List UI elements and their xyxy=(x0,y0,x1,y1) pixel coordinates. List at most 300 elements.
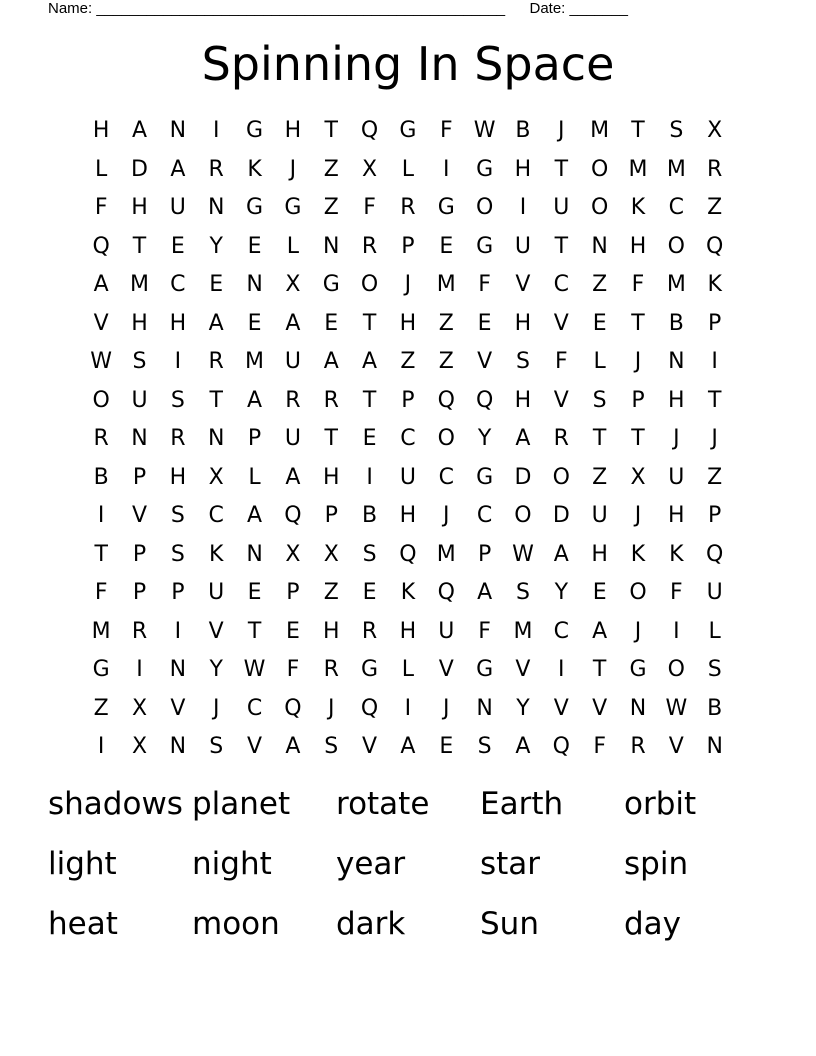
grid-letter: S xyxy=(170,387,185,413)
grid-letter: H xyxy=(514,310,532,336)
grid-letter: E xyxy=(439,734,454,760)
grid-letter: I xyxy=(404,695,412,721)
grid-letter: G xyxy=(476,464,494,490)
grid-row xyxy=(82,305,734,344)
grid-row xyxy=(82,497,734,536)
grid-letter: T xyxy=(631,426,645,452)
grid-letter: F xyxy=(94,580,108,606)
word-bank-word: planet xyxy=(192,786,291,822)
grid-letter: E xyxy=(285,618,300,644)
grid-letter: A xyxy=(285,734,301,760)
grid-letter: T xyxy=(631,118,645,144)
grid-letter: V xyxy=(668,734,684,760)
grid-row xyxy=(82,151,734,190)
grid-letter: T xyxy=(362,310,377,336)
grid-letter: O xyxy=(667,657,685,683)
grid-letter: Q xyxy=(360,118,379,144)
grid-letter: D xyxy=(514,464,532,490)
grid-letter: X xyxy=(707,118,723,144)
grid-letter: C xyxy=(170,272,186,298)
grid-letter: L xyxy=(401,657,415,683)
grid-letter: G xyxy=(92,657,110,683)
grid-letter: N xyxy=(246,272,263,298)
grid-letter: U xyxy=(131,387,148,413)
grid-letter: E xyxy=(477,310,492,336)
grid-letter: J xyxy=(443,695,450,721)
grid-letter: A xyxy=(131,118,148,144)
grid-letter: Q xyxy=(399,541,417,567)
grid-letter: E xyxy=(592,310,607,336)
grid-letter: Z xyxy=(323,195,339,221)
grid-letter: F xyxy=(286,657,300,683)
grid-letter: A xyxy=(93,272,109,298)
grid-letter: C xyxy=(553,618,569,644)
grid-letter: F xyxy=(593,734,606,760)
grid-letter: R xyxy=(707,156,723,182)
grid-letter: T xyxy=(132,233,147,259)
grid-letter: R xyxy=(361,618,378,644)
grid-letter: V xyxy=(592,695,608,721)
grid-letter: S xyxy=(592,387,607,413)
grid-letter: V xyxy=(515,657,531,683)
grid-letter: Y xyxy=(477,426,492,452)
grid-letter: H xyxy=(169,464,187,490)
grid-letter: J xyxy=(327,695,335,721)
grid-row xyxy=(82,228,734,267)
word-bank-row xyxy=(48,894,778,954)
grid-letter: E xyxy=(324,310,339,336)
grid-letter: G xyxy=(399,118,417,144)
grid-row xyxy=(82,382,734,421)
grid-letter: H xyxy=(668,387,685,413)
grid-letter: S xyxy=(132,349,147,375)
grid-letter: T xyxy=(592,426,607,452)
grid-letter: Z xyxy=(707,464,723,490)
grid-letter: U xyxy=(438,618,455,644)
grid-letter: B xyxy=(668,310,684,336)
grid-letter: F xyxy=(363,195,376,221)
grid-row xyxy=(82,536,734,575)
grid-row xyxy=(82,266,734,305)
grid-letter: F xyxy=(670,580,683,606)
grid-letter: H xyxy=(169,310,187,336)
grid-letter: E xyxy=(170,233,185,259)
grid-letter: R xyxy=(361,233,378,259)
grid-letter: T xyxy=(707,387,722,413)
grid-letter: C xyxy=(438,464,454,490)
grid-letter: G xyxy=(246,195,264,221)
letter-grid xyxy=(82,112,734,767)
grid-letter: Q xyxy=(552,734,570,760)
grid-letter: P xyxy=(401,233,415,259)
grid-letter: G xyxy=(629,657,647,683)
grid-letter: T xyxy=(592,657,607,683)
grid-letter: K xyxy=(669,541,684,567)
grid-letter: H xyxy=(92,118,110,144)
grid-letter: P xyxy=(324,503,338,529)
grid-letter: S xyxy=(669,118,684,144)
grid-letter: S xyxy=(170,541,185,567)
grid-row xyxy=(82,613,734,652)
grid-letter: U xyxy=(284,349,301,375)
grid-letter: Q xyxy=(284,503,302,529)
word-bank-word: day xyxy=(624,906,682,942)
grid-letter: R xyxy=(630,734,646,760)
grid-letter: U xyxy=(668,464,685,490)
grid-letter: A xyxy=(515,426,531,452)
grid-letter: T xyxy=(324,426,338,452)
grid-letter: B xyxy=(362,503,378,529)
grid-letter: P xyxy=(477,541,492,567)
grid-letter: G xyxy=(476,156,494,182)
grid-letter: S xyxy=(324,734,339,760)
grid-letter: S xyxy=(477,734,492,760)
grid-letter: E xyxy=(592,580,607,606)
grid-letter: A xyxy=(323,349,339,375)
grid-letter: O xyxy=(514,503,532,529)
grid-letter: T xyxy=(362,387,377,413)
grid-letter: S xyxy=(170,503,185,529)
grid-letter: E xyxy=(209,272,224,298)
grid-letter: P xyxy=(132,580,147,606)
grid-letter: X xyxy=(285,541,301,567)
grid-letter: H xyxy=(399,503,417,529)
grid-letter: N xyxy=(476,695,493,721)
grid-letter: T xyxy=(94,541,108,567)
grid-letter: J xyxy=(212,695,220,721)
grid-letter: C xyxy=(476,503,493,529)
grid-letter: G xyxy=(284,195,302,221)
grid-letter: E xyxy=(247,580,262,606)
grid-letter: N xyxy=(131,426,148,452)
name-blank: _________________________________________________ xyxy=(96,0,506,17)
grid-letter: G xyxy=(476,233,494,259)
grid-letter: P xyxy=(286,580,300,606)
grid-letter: F xyxy=(478,618,491,644)
grid-letter: I xyxy=(711,349,718,375)
grid-letter: Z xyxy=(438,349,454,375)
grid-letter: Z xyxy=(93,695,109,721)
grid-letter: B xyxy=(707,695,723,721)
grid-letter: H xyxy=(131,195,148,221)
grid-row xyxy=(82,343,734,382)
grid-letter: M xyxy=(628,156,648,182)
grid-letter: J xyxy=(673,426,680,452)
header-line xyxy=(48,0,628,18)
grid-letter: N xyxy=(668,349,685,375)
grid-letter: Q xyxy=(284,695,302,721)
grid-letter: R xyxy=(323,657,339,683)
grid-letter: O xyxy=(590,156,609,182)
grid-row xyxy=(82,651,734,690)
grid-letter: G xyxy=(437,195,455,221)
word-bank-word: dark xyxy=(336,906,406,942)
grid-letter: V xyxy=(553,387,569,413)
grid-letter: E xyxy=(439,233,454,259)
grid-letter: X xyxy=(323,541,339,567)
word-bank-word: light xyxy=(48,846,117,882)
grid-letter: M xyxy=(666,272,686,298)
grid-letter: N xyxy=(246,541,263,567)
grid-letter: S xyxy=(515,580,530,606)
word-bank-word: heat xyxy=(48,906,118,942)
grid-letter: A xyxy=(247,503,263,529)
grid-letter: G xyxy=(322,272,340,298)
grid-letter: K xyxy=(630,195,646,221)
grid-letter: V xyxy=(477,349,493,375)
grid-letter: C xyxy=(553,272,569,298)
grid-letter: M xyxy=(590,118,610,144)
grid-letter: R xyxy=(553,426,569,452)
grid-letter: K xyxy=(208,541,224,567)
grid-letter: T xyxy=(631,310,645,336)
grid-letter: O xyxy=(629,580,647,606)
grid-letter: U xyxy=(706,580,723,606)
grid-letter: G xyxy=(246,118,264,144)
grid-letter: H xyxy=(284,118,302,144)
grid-letter: V xyxy=(170,695,186,721)
grid-letter: V xyxy=(93,310,109,336)
grid-letter: A xyxy=(247,387,263,413)
grid-letter: V xyxy=(438,657,454,683)
grid-letter: T xyxy=(247,618,262,644)
grid-letter: P xyxy=(708,310,722,336)
grid-letter: Y xyxy=(209,233,223,259)
grid-letter: H xyxy=(399,310,417,336)
grid-letter: M xyxy=(666,156,686,182)
grid-letter: V xyxy=(208,618,224,644)
grid-letter: I xyxy=(519,195,527,221)
grid-letter: U xyxy=(514,233,531,259)
grid-row xyxy=(82,189,734,228)
grid-letter: N xyxy=(323,233,340,259)
grid-letter: J xyxy=(711,426,718,452)
grid-letter: H xyxy=(131,310,148,336)
grid-letter: G xyxy=(361,657,379,683)
grid-letter: P xyxy=(132,541,147,567)
grid-letter: Y xyxy=(516,695,530,721)
word-bank-row xyxy=(48,834,778,894)
grid-letter: A xyxy=(592,618,608,644)
grid-letter: X xyxy=(362,156,378,182)
grid-letter: H xyxy=(668,503,685,529)
grid-letter: A xyxy=(170,156,186,182)
grid-letter: I xyxy=(558,657,565,683)
grid-letter: I xyxy=(673,618,680,644)
grid-letter: O xyxy=(92,387,110,413)
word-bank-word: night xyxy=(192,846,272,882)
grid-letter: Q xyxy=(92,233,110,259)
grid-letter: Y xyxy=(209,657,223,683)
word-bank-word: rotate xyxy=(336,786,430,822)
grid-letter: N xyxy=(169,118,187,144)
grid-letter: H xyxy=(322,464,340,490)
grid-letter: X xyxy=(131,695,148,721)
grid-letter: R xyxy=(93,426,109,452)
word-bank-word: year xyxy=(336,846,406,882)
grid-letter: N xyxy=(591,233,608,259)
word-bank-row xyxy=(48,774,778,834)
grid-letter: S xyxy=(362,541,377,567)
grid-letter: V xyxy=(515,272,531,298)
grid-letter: L xyxy=(593,349,606,375)
grid-letter: S xyxy=(209,734,224,760)
date-blank: _______ xyxy=(569,0,628,17)
grid-letter: H xyxy=(514,156,532,182)
grid-letter: I xyxy=(174,618,182,644)
word-bank xyxy=(48,774,778,954)
grid-letter: A xyxy=(515,734,531,760)
grid-letter: I xyxy=(443,156,450,182)
grid-letter: E xyxy=(247,310,262,336)
grid-letter: W xyxy=(243,657,266,683)
grid-letter: R xyxy=(400,195,416,221)
grid-letter: R xyxy=(323,387,339,413)
grid-row xyxy=(82,728,734,767)
grid-letter: Q xyxy=(360,695,379,721)
word-bank-word: star xyxy=(480,846,541,882)
page-title: Spinning In Space xyxy=(201,37,615,91)
grid-letter: C xyxy=(208,503,224,529)
grid-letter: B xyxy=(515,118,531,144)
grid-letter: V xyxy=(247,734,263,760)
grid-letter: K xyxy=(630,541,646,567)
grid-letter: H xyxy=(514,387,532,413)
grid-letter: Z xyxy=(400,349,416,375)
grid-letter: V xyxy=(553,310,569,336)
grid-letter: D xyxy=(131,156,148,182)
grid-letter: E xyxy=(362,580,377,606)
word-bank-word: spin xyxy=(624,846,689,882)
grid-letter: W xyxy=(473,118,496,144)
grid-letter: M xyxy=(436,272,456,298)
grid-letter: Z xyxy=(592,464,608,490)
grid-letter: Y xyxy=(554,580,569,606)
grid-letter: L xyxy=(401,156,415,182)
grid-letter: R xyxy=(170,426,186,452)
grid-letter: P xyxy=(708,503,722,529)
grid-letter: U xyxy=(284,426,301,452)
grid-letter: R xyxy=(131,618,148,644)
grid-letter: J xyxy=(634,349,642,375)
grid-letter: R xyxy=(208,349,224,375)
grid-letter: L xyxy=(286,233,300,259)
grid-letter: A xyxy=(285,310,301,336)
grid-letter: Q xyxy=(706,233,724,259)
grid-letter: C xyxy=(400,426,416,452)
grid-row xyxy=(82,690,734,729)
grid-letter: R xyxy=(208,156,224,182)
grid-letter: N xyxy=(207,426,225,452)
grid-letter: O xyxy=(590,195,609,221)
grid-letter: P xyxy=(401,387,415,413)
grid-letter: O xyxy=(437,426,455,452)
grid-letter: V xyxy=(362,734,378,760)
grid-letter: T xyxy=(209,387,223,413)
grid-letter: P xyxy=(247,426,262,452)
grid-letter: P xyxy=(631,387,645,413)
grid-letter: E xyxy=(247,233,262,259)
grid-letter: M xyxy=(513,618,533,644)
grid-letter: N xyxy=(629,695,647,721)
grid-letter: X xyxy=(630,464,646,490)
grid-letter: T xyxy=(554,233,569,259)
grid-letter: Q xyxy=(475,387,494,413)
word-bank-word: Earth xyxy=(480,786,564,822)
grid-letter: K xyxy=(247,156,262,182)
grid-letter: Z xyxy=(592,272,608,298)
grid-letter: J xyxy=(443,503,450,529)
grid-letter: Q xyxy=(437,387,455,413)
grid-letter: J xyxy=(634,503,642,529)
word-bank-word: shadows xyxy=(48,786,183,822)
grid-letter: A xyxy=(553,541,569,567)
grid-letter: U xyxy=(553,195,570,221)
grid-letter: V xyxy=(131,503,148,529)
grid-letter: X xyxy=(131,734,148,760)
grid-letter: O xyxy=(552,464,570,490)
grid-letter: O xyxy=(360,272,379,298)
grid-letter: N xyxy=(169,734,187,760)
grid-letter: V xyxy=(553,695,569,721)
grid-letter: J xyxy=(634,618,642,644)
grid-letter: I xyxy=(136,657,143,683)
grid-letter: W xyxy=(665,695,688,721)
grid-letter: E xyxy=(362,426,377,452)
grid-row xyxy=(82,112,734,151)
grid-letter: F xyxy=(94,195,108,221)
grid-letter: L xyxy=(95,156,108,182)
grid-letter: F xyxy=(439,118,453,144)
grid-row xyxy=(82,574,734,613)
grid-letter: I xyxy=(366,464,373,490)
grid-letter: H xyxy=(322,618,340,644)
grid-letter: N xyxy=(169,657,187,683)
grid-letter: T xyxy=(554,156,569,182)
grid-letter: S xyxy=(707,657,722,683)
grid-letter: A xyxy=(400,734,416,760)
grid-letter: F xyxy=(631,272,645,298)
grid-row xyxy=(82,420,734,459)
grid-letter: M xyxy=(245,349,265,375)
word-bank-word: moon xyxy=(192,906,280,942)
grid-letter: P xyxy=(171,580,185,606)
grid-letter: W xyxy=(90,349,113,375)
grid-letter: A xyxy=(362,349,378,375)
word-bank-word: orbit xyxy=(624,786,697,822)
grid-letter: M xyxy=(130,272,149,298)
grid-letter: Z xyxy=(438,310,454,336)
name-label: Name: xyxy=(48,0,93,17)
grid-letter: U xyxy=(399,464,416,490)
grid-letter: G xyxy=(476,657,494,683)
word-bank-word: Sun xyxy=(480,906,539,942)
grid-letter: H xyxy=(629,233,647,259)
grid-letter: L xyxy=(248,464,261,490)
grid-letter: H xyxy=(399,618,417,644)
grid-letter: J xyxy=(558,118,565,144)
grid-letter: X xyxy=(285,272,301,298)
grid-letter: A xyxy=(285,464,301,490)
grid-letter: Z xyxy=(707,195,723,221)
grid-letter: I xyxy=(174,349,182,375)
grid-letter: C xyxy=(246,695,263,721)
grid-letter: F xyxy=(554,349,568,375)
grid-letter: T xyxy=(324,118,338,144)
grid-letter: U xyxy=(591,503,608,529)
grid-letter: O xyxy=(475,195,494,221)
grid-letter: A xyxy=(208,310,224,336)
